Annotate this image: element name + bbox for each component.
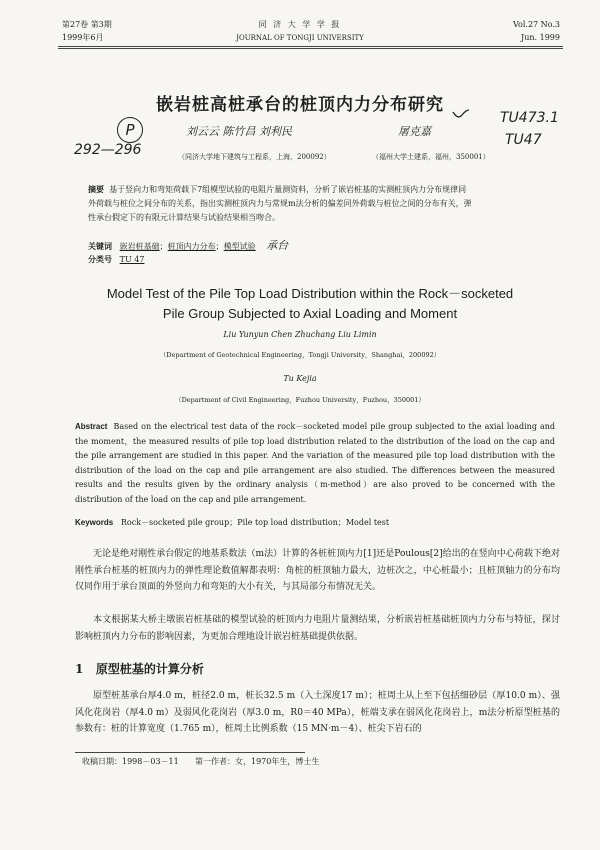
affiliation-cn-2: （福州大学土建系，福州，350001） xyxy=(372,153,490,161)
abstract-en xyxy=(75,420,555,508)
handwritten-circled-p: P xyxy=(117,117,143,143)
authors-en-1: Liu Yunyun Chen Zhuchang Liu Limin xyxy=(223,330,377,339)
header-rule-thin xyxy=(58,48,563,49)
authors-cn-group1: 刘云云 陈竹昌 刘利民 xyxy=(186,125,292,138)
handwritten-page-range: 292—296 xyxy=(74,142,142,158)
body-paragraph-2: 本文根据某大桥主墩嵌岩桩基础的模型试验的桩顶内力电阻片量测结果，分析嵌岩桩基础桩顶内力分布与特征，探讨影响桩顶内力分布的影响因素，为更加合理地设计嵌岩桩基础提供依据。 xyxy=(75,615,560,642)
affiliation-en-2: （Department of Civil Engineering，Fuzhou University，Fuzhou，350001） xyxy=(175,396,425,404)
affiliation-en-1: （Department of Geotechnical Engineering，Tongji University，Shanghai，200092） xyxy=(159,351,441,359)
section-title: 原型桩基的计算分析 xyxy=(95,662,204,676)
section-number: 1 xyxy=(75,662,84,676)
classification-value: TU 47 xyxy=(119,255,145,264)
keyword-3: 模型试验 xyxy=(223,242,256,251)
date-en: Jun. 1999 xyxy=(521,33,560,42)
authors-en-2: Tu Kejia xyxy=(283,374,317,383)
abstract-cn-line3: 性承台假定下的有限元计算结果与试验结果相当吻合。 xyxy=(88,213,280,222)
header-rule xyxy=(58,46,563,47)
keywords-cn: 关键词 嵌岩桩基础；桩顶内力分布；模型试验 承台 xyxy=(88,239,289,252)
received-date: 收稿日期：1998－03－11 xyxy=(82,757,179,766)
volume-cn: 第27卷 第3期 xyxy=(62,20,112,29)
journal-en: JOURNAL OF TONGJI UNIVERSITY xyxy=(236,34,364,42)
section-heading xyxy=(75,660,204,677)
keywords-en-text: Rock－socketed pile group；Pile top load distribution；Model test xyxy=(120,518,390,527)
authors-cn-group2: 屠克嘉 xyxy=(398,125,431,138)
keyword-1: 嵌岩桩基础 xyxy=(119,242,160,251)
first-author-note: 第一作者：女，1970年生，博士生 xyxy=(195,757,320,766)
abstract-cn-label: 摘要 xyxy=(88,185,104,194)
keywords-en xyxy=(75,516,555,530)
classification-cn xyxy=(88,253,144,267)
keyword-2: 桩顶内力分布 xyxy=(167,242,216,251)
handwritten-tick-mark xyxy=(452,108,470,122)
body-paragraph-1: 无论是绝对刚性承台假定的地基系数法（m法）计算的各桩桩顶内力[1]还是Poulous[2]给出的在竖向中心荷载下绝对刚性承台桩基的桩顶内力的弹性理论数值解都表明：角桩的桩顶轴力最大，边桩次之，中心桩最小；且桩顶轴力的分布均仅同作用于承台顶面的外竖向力和弯矩的大小有关，与其局部分布情况无关。 xyxy=(75,549,560,592)
body-paragraph-3: 原型桩基承台厚4.0 m，桩径2.0 m，桩长32.5 m（入土深度17 m）；桩周土从上至下包括细砂层（厚10.0 m）、强风化花岗岩（厚4.0 m）及弱风化花岗岩（厚3.0 m，R0＝40 MPa），桩端支承在弱风化花岗岩上，m法分析原型桩基的参数有：桩的计算宽度（1.765 m），桩周土比例系数（15 MN·m－4）、桩尖下岩石的 xyxy=(75,691,560,734)
abstract-en-text: Based on the electrical test data of the rock－socketed model pile group subjected to the axial loading and the moment，the measured results of pile top load distribution related to the distribution of the load on the cap and the pile arrangement are studied in this paper. And the variation of the measured pile top load distribution with the distribution of the load on the cap and pile arrangement are also studied. The differences between the measured results and the results given by the ordinary analysis（m-method）are also proved to be concerned with the distribution of the load on the cap and pile arrangement. xyxy=(75,422,556,504)
title-cn: 嵌岩桩高桩承台的桩顶内力分布研究 xyxy=(156,95,444,115)
affiliation-cn-1: （同济大学地下建筑与工程系，上海，200092） xyxy=(178,153,331,161)
journal-cn: 同 济 大 学 学 报 xyxy=(258,20,342,29)
keywords-en-label: Keywords xyxy=(75,518,114,527)
handwritten-keyword-note: 承台 xyxy=(266,239,289,252)
volume-en: Vol.27 No.3 xyxy=(513,20,560,29)
abstract-cn-line1: 基于竖向力和弯矩荷载下7组模型试验的电阻片量测资料，分析了嵌岩桩基的实测桩顶内力分布规律同 xyxy=(109,185,467,194)
abstract-en-label: Abstract xyxy=(75,422,108,431)
title-en-line2: Pile Group Subjected to Axial Loading and Moment xyxy=(162,306,458,321)
title-en-line1: Model Test of the Pile Top Load Distribution within the Rock－socketed xyxy=(106,286,514,301)
classification-label: 分类号 xyxy=(88,255,112,264)
keywords-cn-label: 关键词 xyxy=(88,242,112,251)
abstract-cn-line2: 外荷载与桩位之间分布的关系，指出实测桩顶内力与常规m法分析的偏差同外荷载与桩位之间的分布有关，弹 xyxy=(88,199,472,208)
date-cn: 1999年6月 xyxy=(62,33,104,42)
title-en xyxy=(60,284,560,324)
handwritten-class-2: TU47 xyxy=(505,132,542,148)
abstract-cn xyxy=(88,183,560,225)
handwritten-class-1: TU473.1 xyxy=(500,110,559,126)
footnote-rule xyxy=(75,752,305,753)
